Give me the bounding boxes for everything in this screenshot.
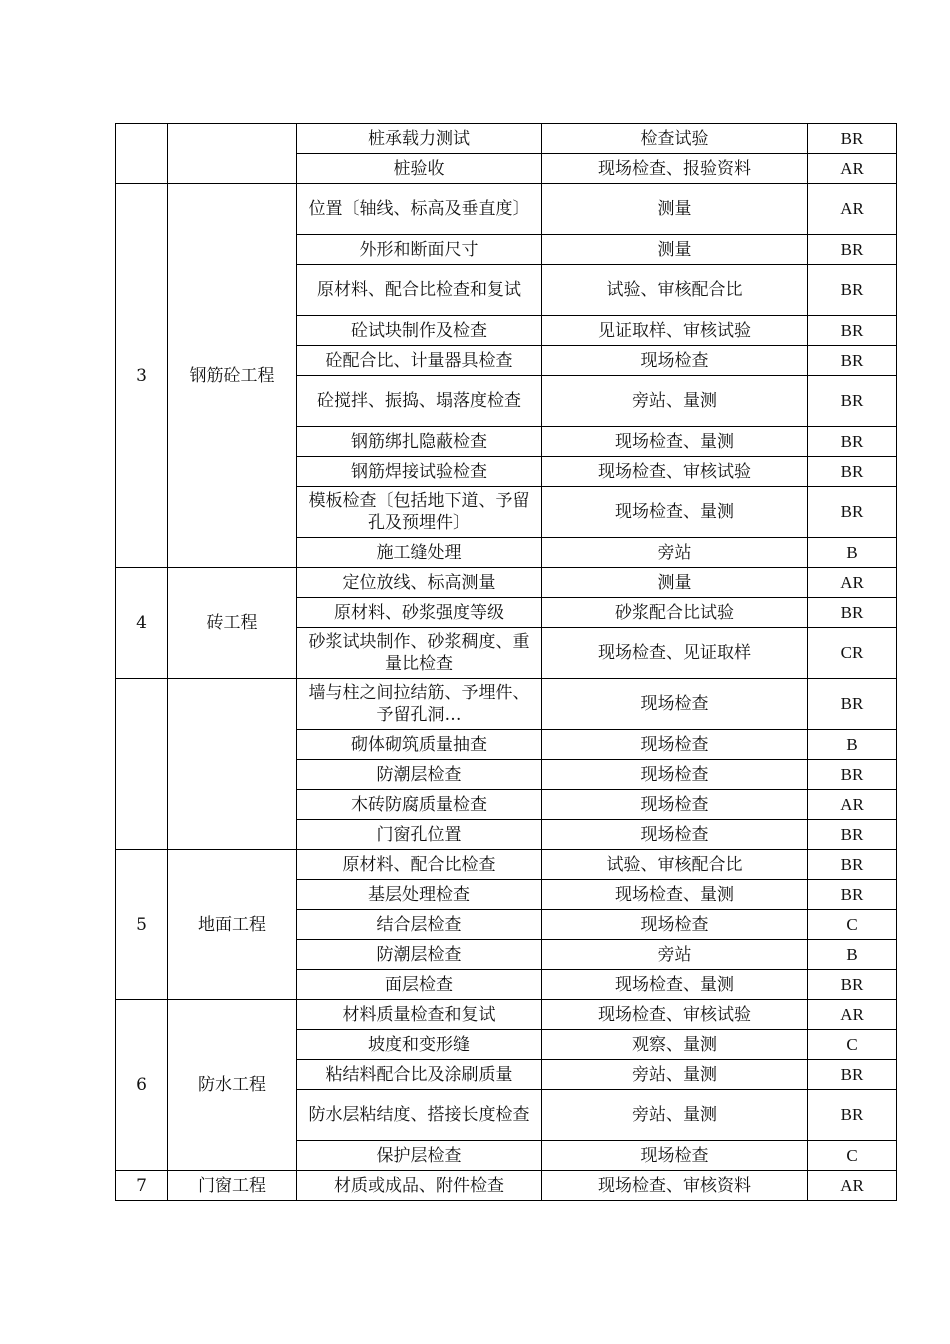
inspection-item: 粘结料配合比及涂刷质量: [297, 1060, 542, 1090]
control-grade: BR: [808, 316, 897, 346]
section-name: 钢筋砼工程: [168, 184, 297, 568]
inspection-item: 砼配合比、计量器具检查: [297, 346, 542, 376]
inspection-item: 防水层粘结度、搭接长度检查: [297, 1090, 542, 1141]
inspection-item: 面层检查: [297, 970, 542, 1000]
control-grade: BR: [808, 265, 897, 316]
control-grade: BR: [808, 850, 897, 880]
inspection-method: 旁站、量测: [542, 1060, 808, 1090]
control-grade: BR: [808, 376, 897, 427]
section-name: 门窗工程: [168, 1171, 297, 1201]
inspection-method: 旁站: [542, 940, 808, 970]
inspection-method: 测量: [542, 184, 808, 235]
control-grade: C: [808, 1030, 897, 1060]
control-grade: BR: [808, 598, 897, 628]
control-grade: BR: [808, 346, 897, 376]
inspection-item: 防潮层检查: [297, 940, 542, 970]
control-grade: B: [808, 940, 897, 970]
control-grade: C: [808, 1141, 897, 1171]
inspection-item: 坡度和变形缝: [297, 1030, 542, 1060]
inspection-method: 旁站、量测: [542, 1090, 808, 1141]
section-number: 3: [116, 184, 168, 568]
control-grade: BR: [808, 679, 897, 730]
inspection-item: 桩验收: [297, 154, 542, 184]
inspection-item: 砂浆试块制作、砂浆稠度、重量比检查: [297, 628, 542, 679]
control-grade: B: [808, 730, 897, 760]
inspection-method: 现场检查: [542, 910, 808, 940]
inspection-method: 试验、审核配合比: [542, 850, 808, 880]
inspection-item: 材料质量检查和复试: [297, 1000, 542, 1030]
inspection-item: 基层处理检查: [297, 880, 542, 910]
inspection-method: 观察、量测: [542, 1030, 808, 1060]
inspection-item: 材质或成品、附件检查: [297, 1171, 542, 1201]
inspection-method: 现场检查: [542, 760, 808, 790]
inspection-method: 现场检查: [542, 1141, 808, 1171]
section-number: 7: [116, 1171, 168, 1201]
control-grade: BR: [808, 427, 897, 457]
inspection-item: 木砖防腐质量检查: [297, 790, 542, 820]
inspection-method: 现场检查: [542, 346, 808, 376]
section-number: 5: [116, 850, 168, 1000]
table-row: [116, 679, 897, 730]
inspection-method: 现场检查: [542, 730, 808, 760]
control-grade: BR: [808, 124, 897, 154]
control-grade: BR: [808, 970, 897, 1000]
control-grade: AR: [808, 790, 897, 820]
inspection-item: 墙与柱之间拉结筋、予埋件、予留孔洞…: [297, 679, 542, 730]
table-row: [116, 1000, 897, 1030]
inspection-item: 砼试块制作及检查: [297, 316, 542, 346]
section-number: 6: [116, 1000, 168, 1171]
inspection-method: 旁站、量测: [542, 376, 808, 427]
control-grade: AR: [808, 184, 897, 235]
inspection-item: 原材料、配合比检查: [297, 850, 542, 880]
inspection-item: 外形和断面尺寸: [297, 235, 542, 265]
control-grade: BR: [808, 457, 897, 487]
inspection-method: 现场检查、审核试验: [542, 1000, 808, 1030]
control-grade: AR: [808, 1171, 897, 1201]
inspection-item: 原材料、配合比检查和复试: [297, 265, 542, 316]
section-name: 砖工程: [168, 568, 297, 679]
control-grade: AR: [808, 568, 897, 598]
inspection-item: 门窗孔位置: [297, 820, 542, 850]
control-grade: BR: [808, 1060, 897, 1090]
inspection-method: 现场检查: [542, 790, 808, 820]
table-row: [116, 850, 897, 880]
inspection-method: 测量: [542, 235, 808, 265]
inspection-method: 现场检查、量测: [542, 970, 808, 1000]
inspection-method: 检查试验: [542, 124, 808, 154]
control-grade: B: [808, 538, 897, 568]
section-name: 防水工程: [168, 1000, 297, 1171]
inspection-method: 现场检查、见证取样: [542, 628, 808, 679]
inspection-item: 砌体砌筑质量抽查: [297, 730, 542, 760]
inspection-method: 测量: [542, 568, 808, 598]
inspection-item: 位置〔轴线、标高及垂直度〕: [297, 184, 542, 235]
control-grade: BR: [808, 820, 897, 850]
table-row: [116, 184, 897, 235]
inspection-item: 施工缝处理: [297, 538, 542, 568]
inspection-method: 现场检查、审核试验: [542, 457, 808, 487]
inspection-item: 结合层检查: [297, 910, 542, 940]
inspection-item: 定位放线、标高测量: [297, 568, 542, 598]
section-number: 4: [116, 568, 168, 679]
inspection-item: 钢筋绑扎隐蔽检查: [297, 427, 542, 457]
control-grade: BR: [808, 880, 897, 910]
inspection-method: 砂浆配合比试验: [542, 598, 808, 628]
table-row: [116, 124, 897, 154]
table-row: [116, 1171, 897, 1201]
inspection-method: 现场检查、量测: [542, 487, 808, 538]
control-grade: BR: [808, 487, 897, 538]
inspection-method: 见证取样、审核试验: [542, 316, 808, 346]
control-grade: BR: [808, 760, 897, 790]
inspection-item: 保护层检查: [297, 1141, 542, 1171]
inspection-method: 现场检查: [542, 679, 808, 730]
control-grade: AR: [808, 154, 897, 184]
section-name: 地面工程: [168, 850, 297, 1000]
section-name: [168, 679, 297, 850]
control-grade: BR: [808, 1090, 897, 1141]
control-grade: BR: [808, 235, 897, 265]
inspection-method: 现场检查、审核资料: [542, 1171, 808, 1201]
inspection-item: 钢筋焊接试验检查: [297, 457, 542, 487]
table-row: [116, 568, 897, 598]
control-grade: C: [808, 910, 897, 940]
inspection-item: 砼搅拌、振捣、塌落度检查: [297, 376, 542, 427]
section-number: [116, 679, 168, 850]
inspection-item: 防潮层检查: [297, 760, 542, 790]
inspection-method: 试验、审核配合比: [542, 265, 808, 316]
control-grade: CR: [808, 628, 897, 679]
inspection-method: 现场检查、量测: [542, 427, 808, 457]
inspection-item: 原材料、砂浆强度等级: [297, 598, 542, 628]
section-number: [116, 124, 168, 184]
control-grade: AR: [808, 1000, 897, 1030]
section-name: [168, 124, 297, 184]
inspection-item: 桩承载力测试: [297, 124, 542, 154]
inspection-method: 现场检查、报验资料: [542, 154, 808, 184]
inspection-method: 现场检查: [542, 820, 808, 850]
inspection-item: 模板检查〔包括地下道、予留孔及预埋件〕: [297, 487, 542, 538]
inspection-method: 现场检查、量测: [542, 880, 808, 910]
inspection-method: 旁站: [542, 538, 808, 568]
inspection-table: [115, 123, 897, 1201]
